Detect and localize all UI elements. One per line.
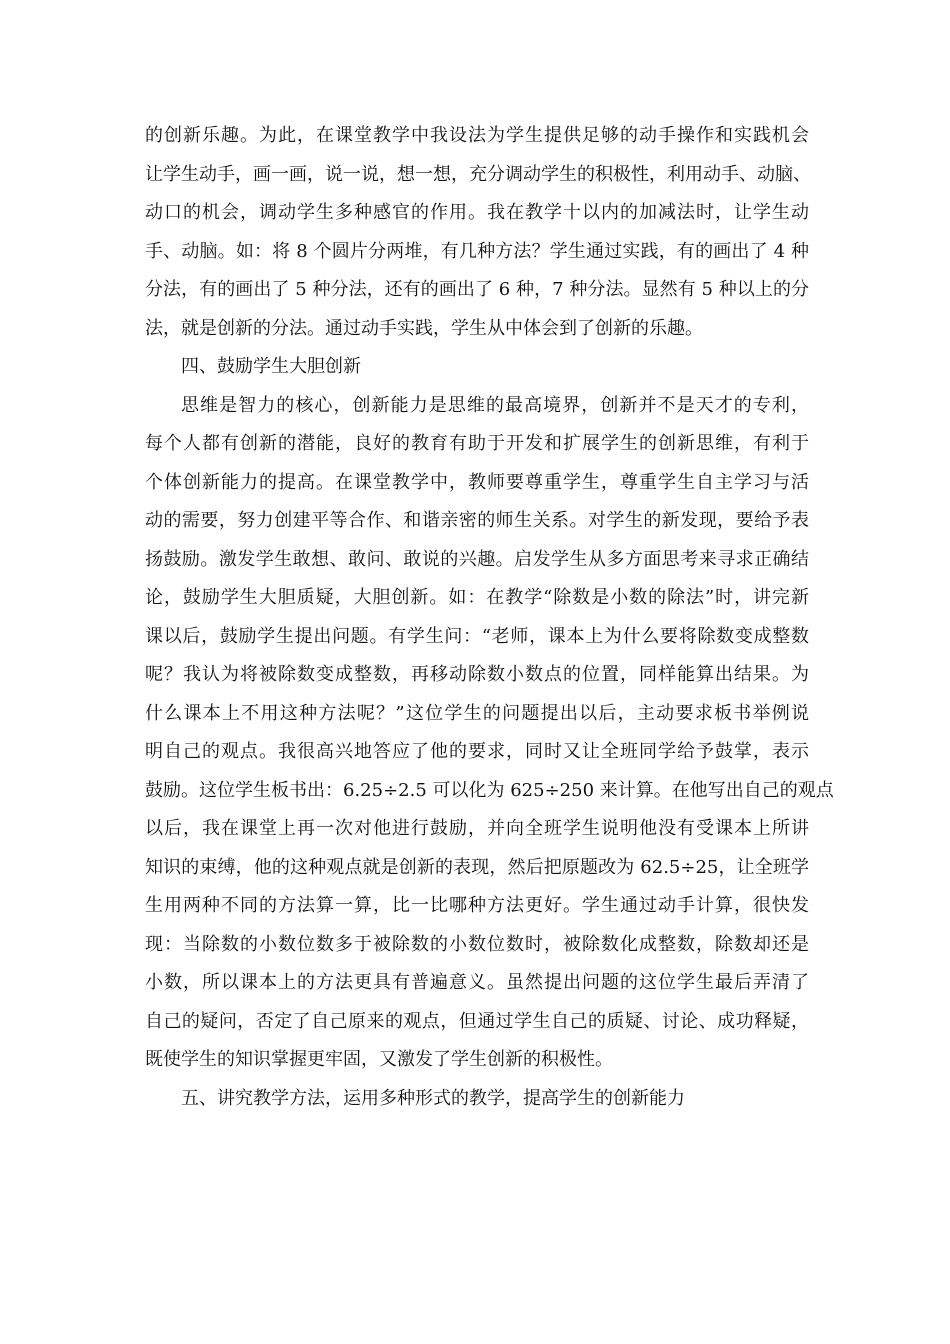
paragraph-line: 明自己的观点。我很高兴地答应了他的要求，同时又让全班同学给予鼓掌，表示 [145, 741, 809, 762]
paragraph-line: 自己的疑问，否定了自己原来的观点，但通过学生自己的质疑、讨论、成功释疑， [145, 1010, 809, 1032]
paragraph-line: 动口的机会，调动学生多种感官的作用。我在教学十以内的加减法时，让学生动 [145, 202, 809, 223]
paragraph-line: 每个人都有创新的潜能，良好的教育有助于开发和扩展学生的创新思维，有利于 [145, 433, 809, 454]
paragraph-line: 的创新乐趣。为此，在课堂教学中我设法为学生提供足够的动手操作和实践机会 [145, 125, 809, 146]
paragraph-line: 现：当除数的小数位数多于被除数的小数位数时，被除数化成整数，除数却还是 [145, 933, 809, 955]
paragraph-line: 既使学生的知识掌握更牢固，又激发了学生创新的积极性。 [145, 1049, 613, 1070]
section-heading-5: 五、讲究教学方法，运用多种形式的教学，提高学生的创新能力 [181, 1087, 685, 1109]
paragraph-line: 扬鼓励。激发学生敢想、敢问、敢说的兴趣。启发学生从多方面思考来寻求正确结 [145, 548, 809, 570]
paragraph-line: 动的需要，努力创建平等合作、和谐亲密的师生关系。对学生的新发现，要给予表 [145, 510, 809, 531]
paragraph-line: 生用两种不同的方法算一算，比一比哪种方法更好。学生通过动手计算，很快发 [145, 895, 809, 916]
paragraph-line: 小数，所以课本上的方法更具有普遍意义。虽然提出问题的这位学生最后弄清了 [145, 972, 809, 993]
paragraph-line: 个体创新能力的提高。在课堂教学中，教师要尊重学生，尊重学生自主学习与活 [145, 471, 809, 493]
paragraph-line: 论，鼓励学生大胆质疑，大胆创新。如：在教学“除数是小数的除法”时，讲完新 [145, 587, 809, 608]
paragraph-line: 让学生动手，画一画，说一说，想一想，充分调动学生的积极性，利用动手、动脑、 [145, 163, 811, 185]
paragraph-line: 鼓励。这位学生板书出：6.25÷2.5 可以化为 625÷250 来计算。在他写出自己的观点 [145, 779, 834, 801]
paragraph-line: 法，就是创新的分法。通过动手实践，学生从中体会到了创新的乐趣。 [145, 317, 703, 339]
document-body [145, 117, 834, 1118]
paragraph-line: 呢？我认为将被除数变成整数，再移动除数小数点的位置，同样能算出结果。为 [145, 664, 809, 685]
paragraph-line: 思维是智力的核心，创新能力是思维的最高境界，创新并不是天才的专利， [181, 394, 809, 416]
paragraph-line: 手、动脑。如：将 8 个圆片分两堆，有几种方法？学生通过实践，有的画出了 4 种 [145, 240, 809, 262]
paragraph-line: 什么课本上不用这种方法呢？”这位学生的问题提出以后，主动要求板书举例说 [145, 702, 809, 724]
paragraph-line: 以后，我在课堂上再一次对他进行鼓励，并向全班学生说明他没有受课本上所讲 [145, 818, 809, 839]
paragraph-line: 知识的束缚，他的这种观点就是创新的表现，然后把原题改为 62.5÷25，让全班学 [145, 856, 809, 878]
section-heading-4: 四、鼓励学生大胆创新 [181, 356, 361, 377]
paragraph-line: 分法，有的画出了 5 种分法，还有的画出了 6 种，7 种分法。显然有 5 种以上的分 [145, 279, 809, 300]
paragraph-line: 课以后，鼓励学生提出问题。有学生问：“老师，课本上为什么要将除数变成整数 [145, 625, 809, 647]
